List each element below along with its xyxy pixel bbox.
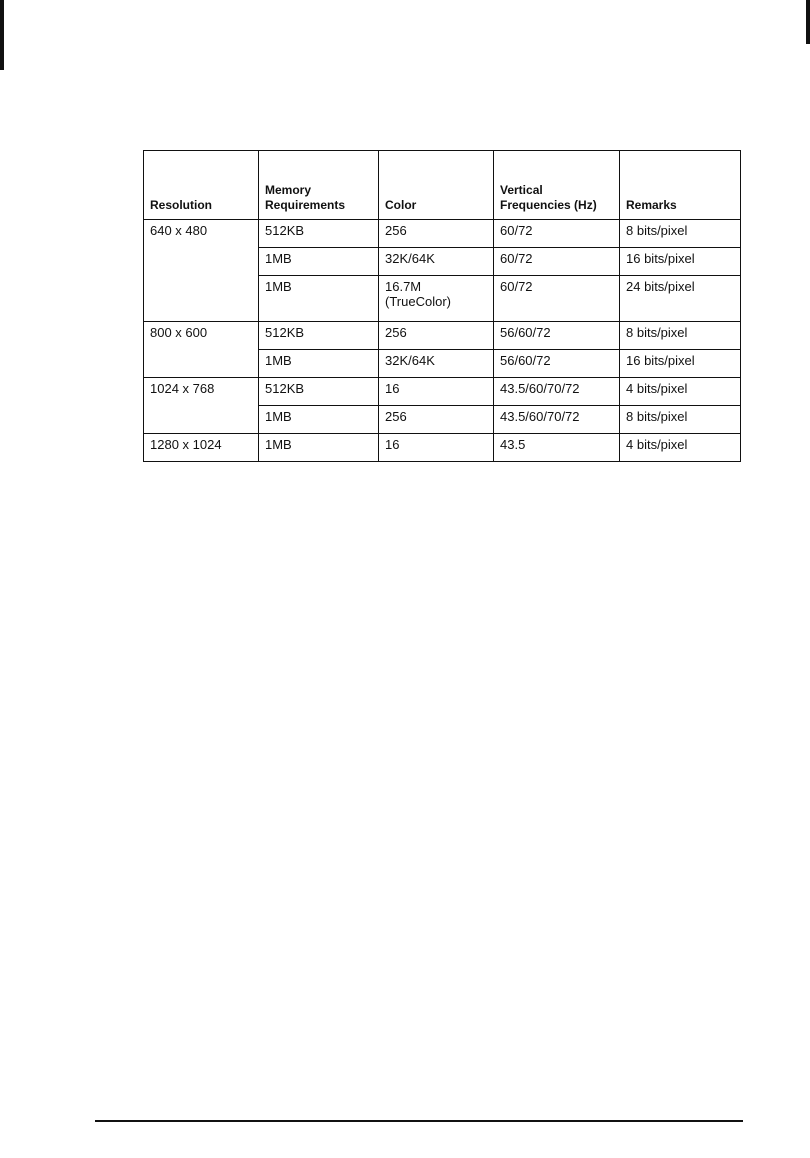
video-modes-table (143, 150, 741, 462)
cell-remarks: 16 bits/pixel (620, 350, 741, 378)
cell-color: 256 (379, 406, 494, 434)
cell-vertical: 60/72 (494, 248, 620, 276)
cell-remarks: 8 bits/pixel (620, 406, 741, 434)
cell-color: 32K/64K (379, 350, 494, 378)
cell-resolution: 1280 x 1024 (144, 434, 259, 462)
page-edge-mark-right (806, 0, 810, 44)
cell-remarks: 16 bits/pixel (620, 248, 741, 276)
cell-vertical: 43.5/60/70/72 (494, 378, 620, 406)
header-memory-requirements: Memory Requirements (259, 151, 379, 220)
cell-color: 256 (379, 322, 494, 350)
cell-resolution: 800 x 600 (144, 322, 259, 378)
cell-remarks: 4 bits/pixel (620, 434, 741, 462)
cell-remarks: 8 bits/pixel (620, 220, 741, 248)
footer-rule (95, 1120, 743, 1122)
cell-color: 256 (379, 220, 494, 248)
cell-vertical: 43.5 (494, 434, 620, 462)
header-vertical-frequencies: Vertical Frequencies (Hz) (494, 151, 620, 220)
cell-memory: 512KB (259, 322, 379, 350)
table-row (144, 378, 741, 406)
cell-remarks: 8 bits/pixel (620, 322, 741, 350)
cell-memory: 1MB (259, 350, 379, 378)
header-resolution: Resolution (144, 151, 259, 220)
table-row (144, 434, 741, 462)
cell-vertical: 56/60/72 (494, 322, 620, 350)
cell-memory: 1MB (259, 276, 379, 322)
cell-remarks: 24 bits/pixel (620, 276, 741, 322)
cell-vertical: 60/72 (494, 276, 620, 322)
cell-resolution: 1024 x 768 (144, 378, 259, 434)
cell-color: 16 (379, 378, 494, 406)
cell-color: 16 (379, 434, 494, 462)
cell-resolution: 640 x 480 (144, 220, 259, 322)
cell-memory: 512KB (259, 220, 379, 248)
page-edge-mark-left (0, 0, 4, 70)
header-color: Color (379, 151, 494, 220)
cell-memory: 512KB (259, 378, 379, 406)
cell-vertical: 43.5/60/70/72 (494, 406, 620, 434)
header-remarks: Remarks (620, 151, 741, 220)
cell-memory: 1MB (259, 248, 379, 276)
cell-vertical: 60/72 (494, 220, 620, 248)
table-header-row (144, 151, 741, 220)
cell-remarks: 4 bits/pixel (620, 378, 741, 406)
table-row (144, 220, 741, 248)
cell-color: 16.7M (TrueColor) (379, 276, 494, 322)
cell-memory: 1MB (259, 406, 379, 434)
cell-vertical: 56/60/72 (494, 350, 620, 378)
table-row (144, 322, 741, 350)
cell-color: 32K/64K (379, 248, 494, 276)
cell-memory: 1MB (259, 434, 379, 462)
